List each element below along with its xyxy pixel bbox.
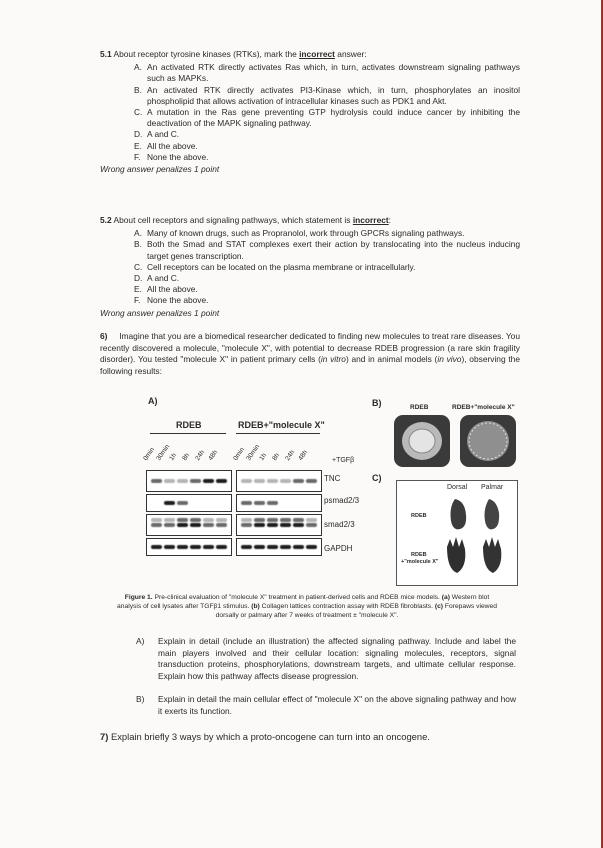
timepoint-label: 8h [271, 452, 282, 462]
blot-band [177, 501, 188, 505]
blot-strip [146, 494, 232, 512]
blot-strip [146, 514, 232, 536]
blot-strip [146, 538, 232, 556]
timepoint-label: 1h [168, 452, 179, 462]
blot-band [190, 518, 201, 522]
panel-b-label: B) [372, 398, 382, 408]
panel-c-molecule-x: +"molecule X" [401, 559, 439, 565]
group-label-rdeb: RDEB [176, 420, 202, 430]
blot-label-psmad: psmad2/3 [324, 496, 360, 505]
blot-band [254, 523, 265, 527]
paw-rdeb-palmar [485, 499, 500, 529]
option-1 [134, 228, 520, 239]
group-underline [150, 433, 226, 434]
blot-band [241, 501, 252, 505]
panel-b-rdeb: RDEB [410, 404, 429, 411]
panel-c-label: C) [372, 473, 382, 483]
option-4 [134, 273, 520, 284]
blot-band [190, 479, 201, 483]
option-text: Both the Smad and STAT complexes exert their action by translocating into the nucleus inducing target genes transcription. [147, 239, 520, 261]
blot-band [164, 518, 175, 522]
timepoint-label: 8h [181, 452, 192, 462]
blot-band [280, 479, 291, 483]
figure-caption: Figure 1. Pre-clinical evaluation of "molecule X" treatment in patient-derived cells and RDEB mice models. (a) Western blot analysis of cell lysates after TGFβ1 stimulus. (b) Collagen lattices contraction assay with RDEB fibroblasts. (c) Forepaws viewed dorsally or palmary after 7 weeks of treatment ± "molecule X". [117, 594, 497, 619]
blot-band [280, 518, 291, 522]
blot-band [177, 518, 188, 522]
blot-band [177, 523, 188, 527]
option-3 [134, 107, 520, 129]
subquestion-a: A) Explain in detail (include an illustration) the affected signaling pathway. Include and label the main players involved and their cellular location: signaling molecules, receptors, signal transduction proteins, phosphorylations, downstream targets, and ultimate cellular response. Explain how this pathway affects disease progression. [136, 636, 516, 681]
blot-label-gapdh: GAPDH [324, 544, 353, 553]
timepoint-label: 48h [297, 449, 310, 462]
panel-b-rdeb-x: RDEB+"molecule X" [452, 404, 515, 411]
blot-band [241, 518, 252, 522]
option-text: Many of known drugs, such as Propranolol, work through GPCRs signaling pathways. [147, 228, 465, 239]
blot-band [177, 545, 188, 549]
blot-band [164, 523, 175, 527]
option-4 [134, 129, 520, 140]
lattice-contracted-rdeb [409, 429, 435, 453]
blot-band [216, 545, 227, 549]
blot-label-tnc: TNC [324, 474, 341, 483]
option-letter: C. [134, 107, 143, 118]
option-6 [134, 152, 520, 163]
blot-band [164, 501, 175, 505]
panel-c-rdeb: RDEB [411, 513, 427, 519]
forepaw-images [396, 480, 518, 586]
option-letter: D. [134, 129, 143, 140]
options-list [100, 228, 520, 306]
blot-band [254, 479, 265, 483]
blot-band [293, 523, 304, 527]
question-7: 7) Explain briefly 3 ways by which a proto-oncogene can turn into an oncogene. [100, 731, 430, 742]
option-letter: D. [134, 273, 143, 284]
blot-band [203, 518, 214, 522]
option-text: An activated RTK directly activates Ras which, in turn, activates downstream signaling pathways such as MAPKs. [147, 62, 520, 84]
blot-band [241, 545, 252, 549]
blot-band [151, 545, 162, 549]
option-letter: E. [134, 140, 142, 151]
option-text: None the above. [147, 151, 209, 162]
timepoint-label: 24h [194, 449, 207, 462]
option-6 [134, 295, 520, 306]
subquestion-b: B) Explain in detail the main cellular effect of "molecule X" on the above signaling pathway and how it exerts its function. [136, 694, 516, 716]
option-text: All the above. [147, 284, 198, 295]
blot-band [293, 545, 304, 549]
option-2 [134, 85, 520, 107]
option-letter: E. [134, 284, 142, 295]
panel-c-rdeb-x: RDEB [411, 552, 427, 558]
blot-band [293, 518, 304, 522]
blot-band [306, 479, 317, 483]
blot-label-smad: smad2/3 [324, 520, 355, 529]
timepoint-label: 0min [142, 446, 157, 462]
option-2 [134, 239, 520, 261]
panel-c-palmar: Palmar [481, 484, 504, 491]
blot-band [203, 479, 214, 483]
option-letter: B. [134, 84, 142, 95]
blot-band [190, 545, 201, 549]
blot-band [267, 518, 278, 522]
blot-band [267, 545, 278, 549]
blot-band [203, 545, 214, 549]
question-5-2 [100, 215, 520, 319]
paw-drawings [397, 481, 517, 585]
blot-band [267, 523, 278, 527]
timepoint-label: 0min [232, 446, 247, 462]
blot-band [306, 545, 317, 549]
timepoint-label: 30min [155, 443, 172, 462]
blot-strip [146, 470, 232, 492]
blot-band [293, 479, 304, 483]
question-stem: 5.1 About receptor tyrosine kinases (RTKs), mark the incorrect answer: [100, 49, 367, 59]
blot-band [151, 523, 162, 527]
option-text: A and C. [147, 273, 180, 284]
option-letter: A. [134, 62, 142, 73]
timepoint-label: 1h [258, 452, 269, 462]
option-text: Cell receptors can be located on the plasma membrane or intracellularly. [147, 261, 416, 272]
blot-band [190, 523, 201, 527]
option-text: A and C. [147, 129, 180, 140]
blot-band [151, 518, 162, 522]
option-5 [134, 141, 520, 152]
question-stem: 5.2 About cell receptors and signaling pathways, which statement is incorrect: [100, 215, 391, 225]
question-6-intro: 6) Imagine that you are a biomedical researcher dedicated to finding new molecules to treat rare diseases. You recently discovered a molecule, "molecule X", with potential to decrease RDEB progression (a rare skin fragility disorder). You tested "molecule X" in patient primary cells (in vitro) and in animal models (in vivo), observing the following results: [100, 331, 520, 376]
collagen-lattice-images [393, 414, 519, 468]
group-underline [236, 433, 320, 434]
blot-band [280, 545, 291, 549]
blot-band [177, 479, 188, 483]
paw-rdeb-x-dorsal [447, 537, 465, 573]
option-letter: F. [134, 295, 141, 306]
blot-band [306, 523, 317, 527]
blot-band [280, 523, 291, 527]
blot-band [216, 518, 227, 522]
paw-rdeb-x-palmar [483, 537, 501, 573]
panel-c-dorsal: Dorsal [447, 484, 468, 491]
blot-band [151, 479, 162, 483]
lattice-gel-rdeb-x [467, 421, 509, 461]
option-1 [134, 62, 520, 84]
blot-band [306, 518, 317, 522]
group-label-rdeb-x: RDEB+"molecule X" [238, 420, 325, 430]
blot-band [164, 479, 175, 483]
question-5-1 [100, 49, 520, 175]
blot-band [254, 518, 265, 522]
blot-band [203, 523, 214, 527]
blot-strip [236, 494, 322, 512]
blot-strip [236, 470, 322, 492]
blot-band [216, 479, 227, 483]
timepoint-label: 24h [284, 449, 297, 462]
option-letter: C. [134, 261, 143, 272]
penalty-note: Wrong answer penalizes 1 point [100, 307, 220, 318]
blot-band [216, 523, 227, 527]
option-3 [134, 262, 520, 273]
option-text: A mutation in the Ras gene preventing GTP hydrolysis could induce cancer by inhibiting the deactivation of the MAPK signaling pathway. [147, 107, 520, 129]
option-letter: F. [134, 151, 141, 162]
option-text: All the above. [147, 140, 198, 151]
blot-band [241, 523, 252, 527]
timepoint-label: 48h [207, 449, 220, 462]
timepoint-label: 30min [245, 443, 262, 462]
blot-band [241, 479, 252, 483]
blot-band [267, 479, 278, 483]
blot-band [267, 501, 278, 505]
blot-band [164, 545, 175, 549]
blot-strip [236, 514, 322, 536]
option-text: An activated RTK directly activates PI3-Kinase which, in turn, phosphorylates an inositol phospholipid that allows activation of intracellular kinases such as PDK1 and Akt. [147, 84, 520, 106]
blot-strip [236, 538, 322, 556]
option-letter: A. [134, 228, 142, 239]
tgfb-label: +TGFβ [332, 457, 355, 464]
option-5 [134, 284, 520, 295]
paw-rdeb-dorsal [451, 499, 467, 529]
blot-band [254, 545, 265, 549]
penalty-note: Wrong answer penalizes 1 point [100, 164, 220, 175]
option-letter: B. [134, 239, 142, 250]
options-list [100, 62, 520, 163]
blot-band [254, 501, 265, 505]
option-text: None the above. [147, 295, 209, 306]
panel-a-label: A) [148, 396, 158, 406]
